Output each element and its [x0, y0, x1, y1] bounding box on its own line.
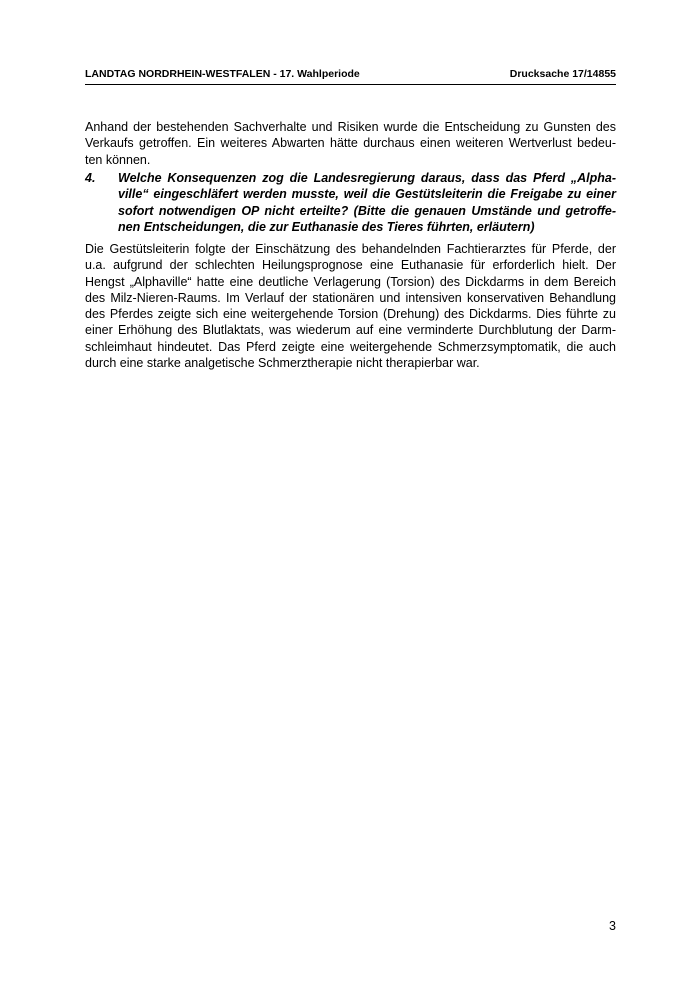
answer-line: schleimhaut hindeutet. Das Pferd zeigte eine weitergehende Schmerzsymptomatik, die auch	[85, 339, 616, 354]
answer-line: u.a. aufgrund der schlechten Heilungsprognose eine Euthanasie für erforderlich hielt. Der	[85, 258, 616, 273]
question-line: nen Entscheidungen, die zur Euthanasie des Tieres führten, erläutern)	[118, 219, 535, 234]
answer-line: des Pferdes zeigte sich eine weitergehende Torsion (Drehung) des Dickdarms. Dies führte zu	[85, 307, 616, 322]
page-number: 3	[609, 919, 616, 933]
page-header	[85, 66, 616, 85]
question-text	[118, 170, 616, 235]
answer-line: durch eine starke analgetische Schmerztherapie nicht therapierbar war.	[85, 356, 480, 371]
question-line: Welche Konsequenzen zog die Landesregierung daraus, dass das Pferd „Alpha-	[118, 171, 616, 185]
intro-line: Anhand der bestehenden Sachverhalte und Risiken wurde die Entscheidung zu Gunsten des	[85, 120, 616, 134]
answer-line: einer Erhöhung des Blutlaktats, was wiederum auf eine verminderte Durchblutung der Darm-	[85, 323, 616, 338]
intro-line: ten können.	[85, 152, 151, 167]
intro-line: Verkaufs getroffen. Ein weiteres Abwarten hätte durchaus einen weiteren Wertverlust bedeu-	[85, 136, 616, 151]
question-line: sofort notwendigen OP nicht erteilte? (Bitte die genauen Umstände und getroffe-	[118, 203, 616, 218]
question-number: 4.	[85, 171, 96, 185]
header-document-number: Drucksache 17/14855	[509, 68, 616, 80]
intro-paragraph	[85, 119, 616, 168]
answer-line: des Milz-Nieren-Raums. Im Verlauf der stationären und intensiven konservativen Behandlung	[85, 290, 616, 305]
header-parliament-title: LANDTAG NORDRHEIN-WESTFALEN - 17. Wahlperiode	[85, 68, 360, 80]
question-line: ville“ eingeschläfert werden musste, weil die Gestütsleiterin die Freigabe zu einer	[118, 187, 616, 202]
answer-line: Die Gestütsleiterin folgte der Einschätzung des behandelnden Fachtierarztes für Pferde, der	[85, 242, 616, 256]
answer-line: Hengst „Alphaville“ hatte eine deutliche Verlagerung (Torsion) des Dickdarms in dem Bereich	[85, 274, 616, 289]
answer-paragraph	[85, 241, 616, 371]
